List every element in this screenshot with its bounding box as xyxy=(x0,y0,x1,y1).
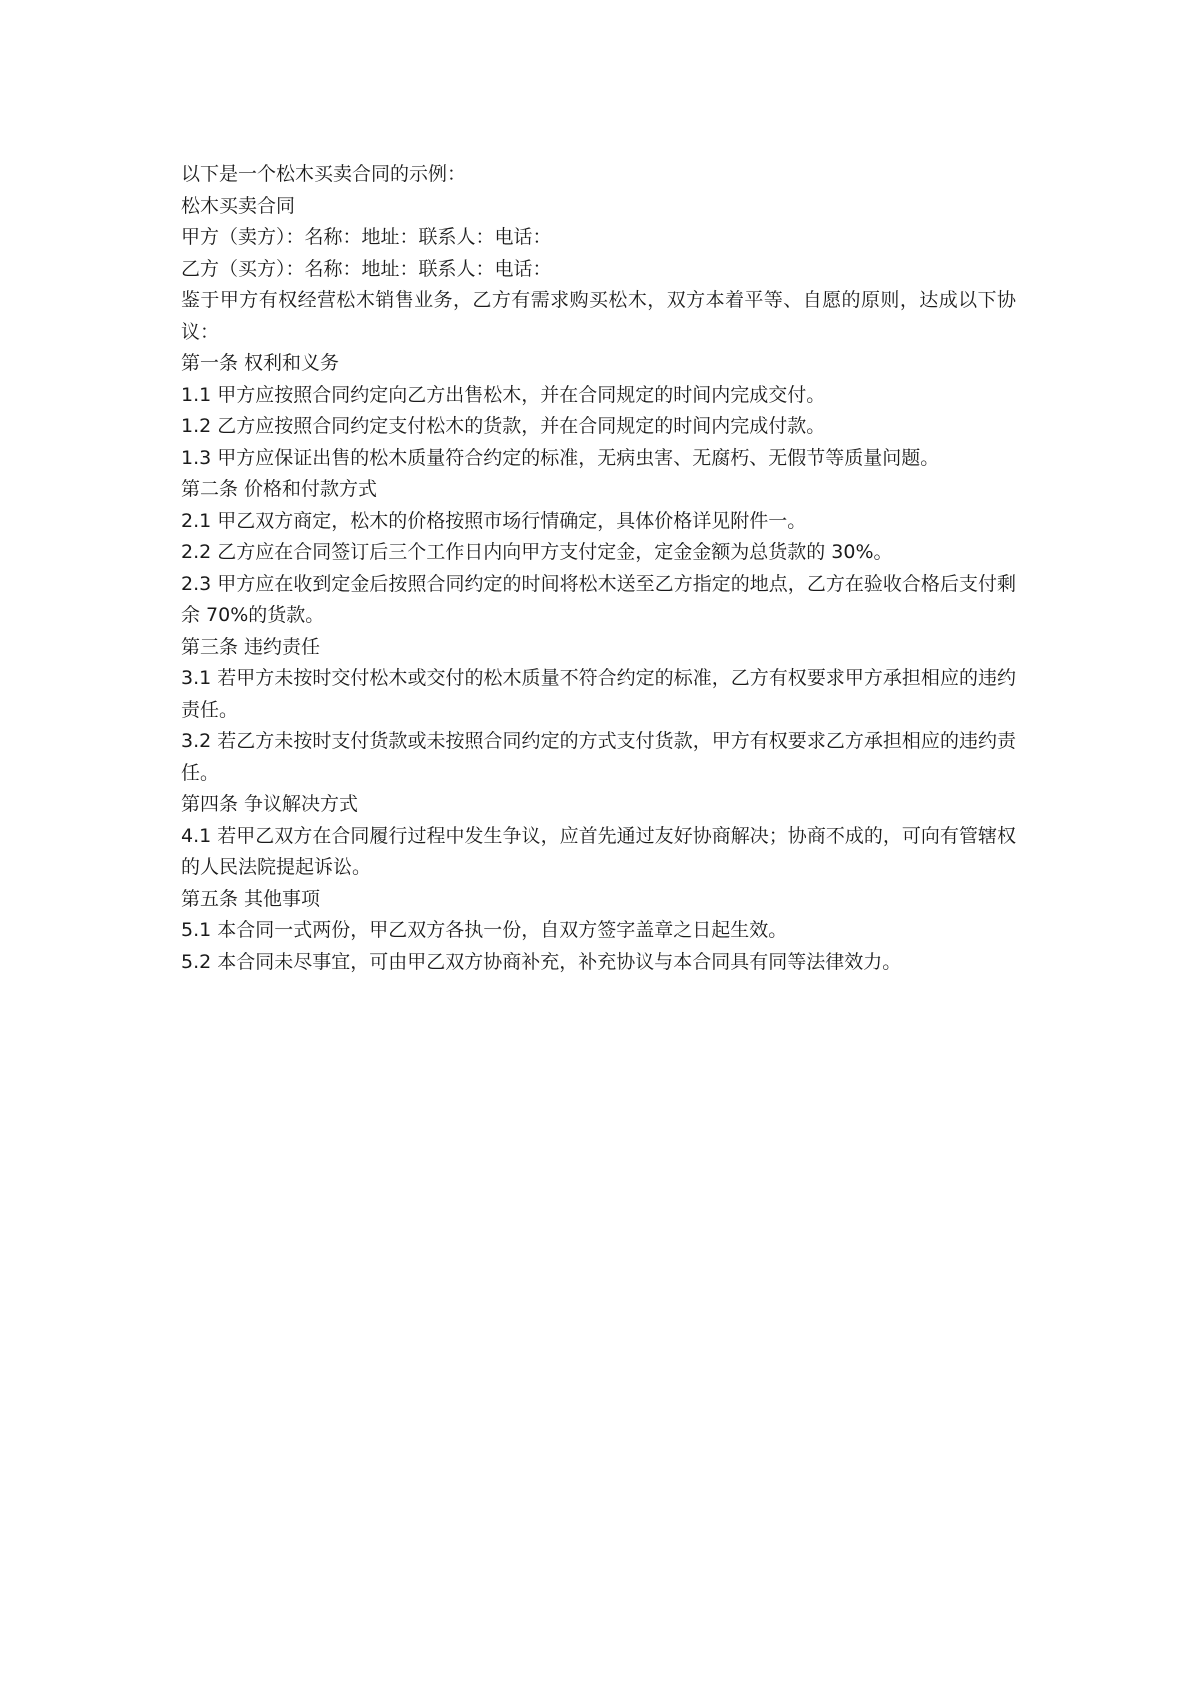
article-4-heading: 第四条 争议解决方式 xyxy=(181,793,359,815)
clause-2-2: 2.2 乙方应在合同签订后三个工作日内向甲方支付定金，定金金额为总货款的 30%。 xyxy=(181,541,893,563)
clause-2-1: 2.1 甲乙双方商定，松木的价格按照市场行情确定，具体价格详见附件一。 xyxy=(181,509,807,532)
clause-5-1: 5.1 本合同一式两份，甲乙双方各执一份，自双方签字盖章之日起生效。 xyxy=(181,919,788,941)
clause-3-1: 3.1 若甲方未按时交付松木或交付的松木质量不符合约定的标准，乙方有权要求甲方承担相应的违约责任。 xyxy=(181,667,1016,721)
article-2-heading: 第二条 价格和付款方式 xyxy=(181,478,378,500)
article-5-heading: 第五条 其他事项 xyxy=(181,887,321,910)
clause-1-2: 1.2 乙方应按照合同约定支付松木的货款，并在合同规定的时间内完成付款。 xyxy=(181,415,826,437)
article-1-heading: 第一条 权利和义务 xyxy=(181,352,340,374)
clause-1-1: 1.1 甲方应按照合同约定向乙方出售松木，并在合同规定的时间内完成交付。 xyxy=(181,383,826,406)
article-3-heading: 第三条 违约责任 xyxy=(181,635,321,658)
document-body xyxy=(181,159,1016,978)
clause-3-2: 3.2 若乙方未按时支付货款或未按照合同约定的方式支付货款，甲方有权要求乙方承担相应的违约责任。 xyxy=(181,730,1016,784)
preamble: 鉴于甲方有权经营松木销售业务，乙方有需求购买松木，双方本着平等、自愿的原则，达成以下协议： xyxy=(181,289,1016,343)
clause-5-2: 5.2 本合同未尽事宜，可由甲乙双方协商补充，补充协议与本合同具有同等法律效力。 xyxy=(181,950,902,973)
party-a-line: 甲方（卖方）：名称：地址：联系人：电话： xyxy=(181,226,552,248)
intro-line: 以下是一个松木买卖合同的示例： xyxy=(181,163,467,185)
party-b-line: 乙方（买方）：名称：地址：联系人：电话： xyxy=(181,257,552,280)
contract-title: 松木买卖合同 xyxy=(181,194,296,217)
clause-4-1: 4.1 若甲乙双方在合同履行过程中发生争议，应首先通过友好协商解决；协商不成的，可向有管辖权的人民法院提起诉讼。 xyxy=(181,824,1016,878)
clause-2-3: 2.3 甲方应在收到定金后按照合同约定的时间将松木送至乙方指定的地点，乙方在验收合格后支付剩余 70%的货款。 xyxy=(181,572,1016,626)
clause-1-3: 1.3 甲方应保证出售的松木质量符合约定的标准，无病虫害、无腐朽、无假节等质量问题。 xyxy=(181,446,940,469)
